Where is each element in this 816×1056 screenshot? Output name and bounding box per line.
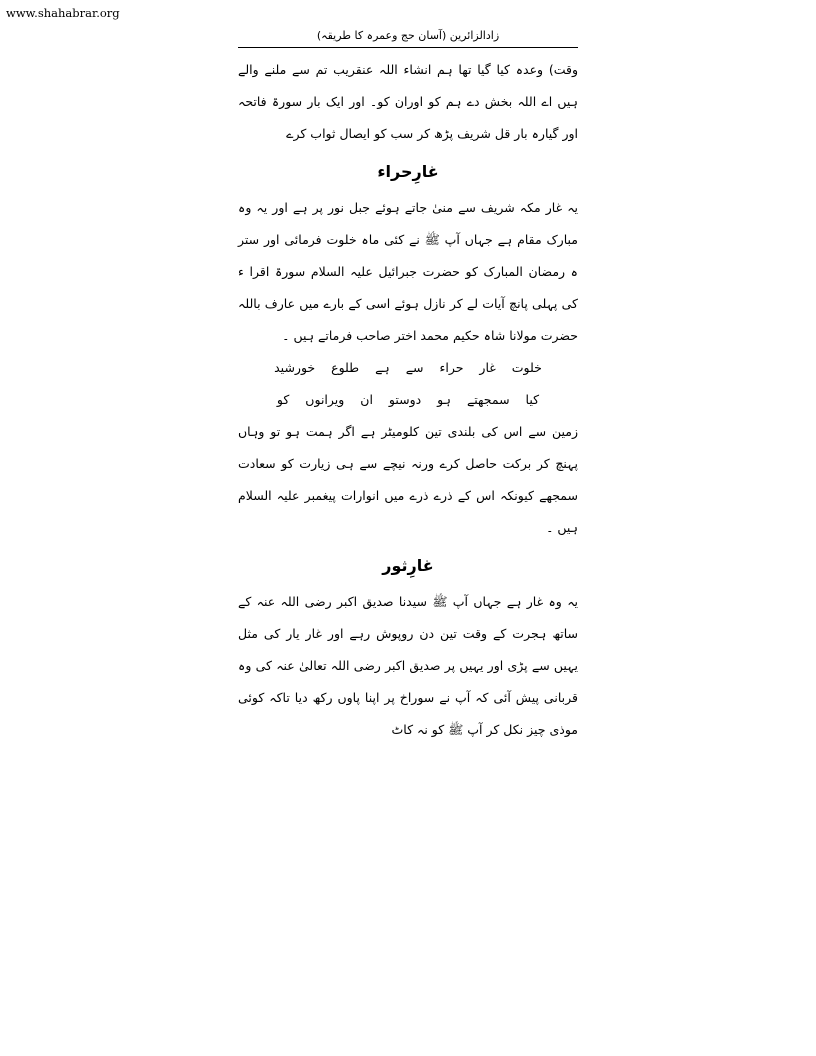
- book-page: [238, 28, 578, 746]
- verse-line-1: خلوت غار حراء سے ہے طلوع خورشید: [274, 360, 542, 375]
- ghar-thaur-paragraph: یہ وہ غار ہے جہاں آپ ﷺ سیدنا صدیق اکبر رضی اللہ عنہ کے ساتھ ہجرت کے وقت تین دن روپوش رہے اور غار یار کی مثل یہیں سے پڑی اور یہیں پر صدیق اکبر رضی اللہ تعالیٰ عنہ کی وہ قربانی پیش آئی کہ آپ نے سوراخ پر اپنا پاوں رکھ دیا تاکہ کوئی موذی چیز نکل کر آپ ﷺ کو نہ کاٹ: [238, 594, 578, 737]
- ghar-hira-paragraph: یہ غار مکہ شریف سے منیٰ جاتے ہوئے جبل نور پر ہے اور یہ وہ مبارک مقام ہے جہاں آپ ﷺ نے کئی ماہ خلوت فرمائی اور ستر ہ رمضان المبارک کو حضرت جبرائیل علیہ السلام سورۃ اقرا ء کی پہلی پانچ آیات لے کر نازل ہوئے اسی کے بارے میں عارف باللہ حضرت مولانا شاہ حکیم محمد اختر صاحب فرماتے ہیں ۔: [238, 200, 578, 343]
- header-rule: [238, 47, 578, 48]
- running-head: زادالزائرین (آسان حج وعمرہ کا طریقہ): [316, 29, 500, 42]
- opening-paragraph: وقت) وعدہ کیا گیا تھا ہم انشاء اللہ عنقریب تم سے ملنے والے ہیں اے اللہ بخش دے ہم کو اوران کو۔ اور ایک بار سورۃ فاتحہ اور گیارہ بار قل شریف پڑھ کر سب کو ایصال ثواب کرے: [238, 62, 578, 141]
- verse-line-2: کیا سمجھتے ہو دوستو ان ویرانوں کو: [276, 392, 540, 407]
- section-heading-ghar-thaur: غارِثور: [382, 556, 434, 575]
- ghar-hira-paragraph-2: زمین سے اس کی بلندی تین کلومیٹر ہے اگر ہمت ہو تو وہاں پہنچ کر برکت حاصل کرے ورنہ نیچے سے ہی زیارت کو سعادت سمجھے کیونکہ اس کے ذرے ذرے میں انوارات پیغمبر علیہ السلام ہیں ۔: [238, 424, 578, 535]
- section-heading-ghar-hira: غارِحراء: [377, 162, 439, 181]
- website-watermark: www.shahabrar.org: [6, 6, 120, 20]
